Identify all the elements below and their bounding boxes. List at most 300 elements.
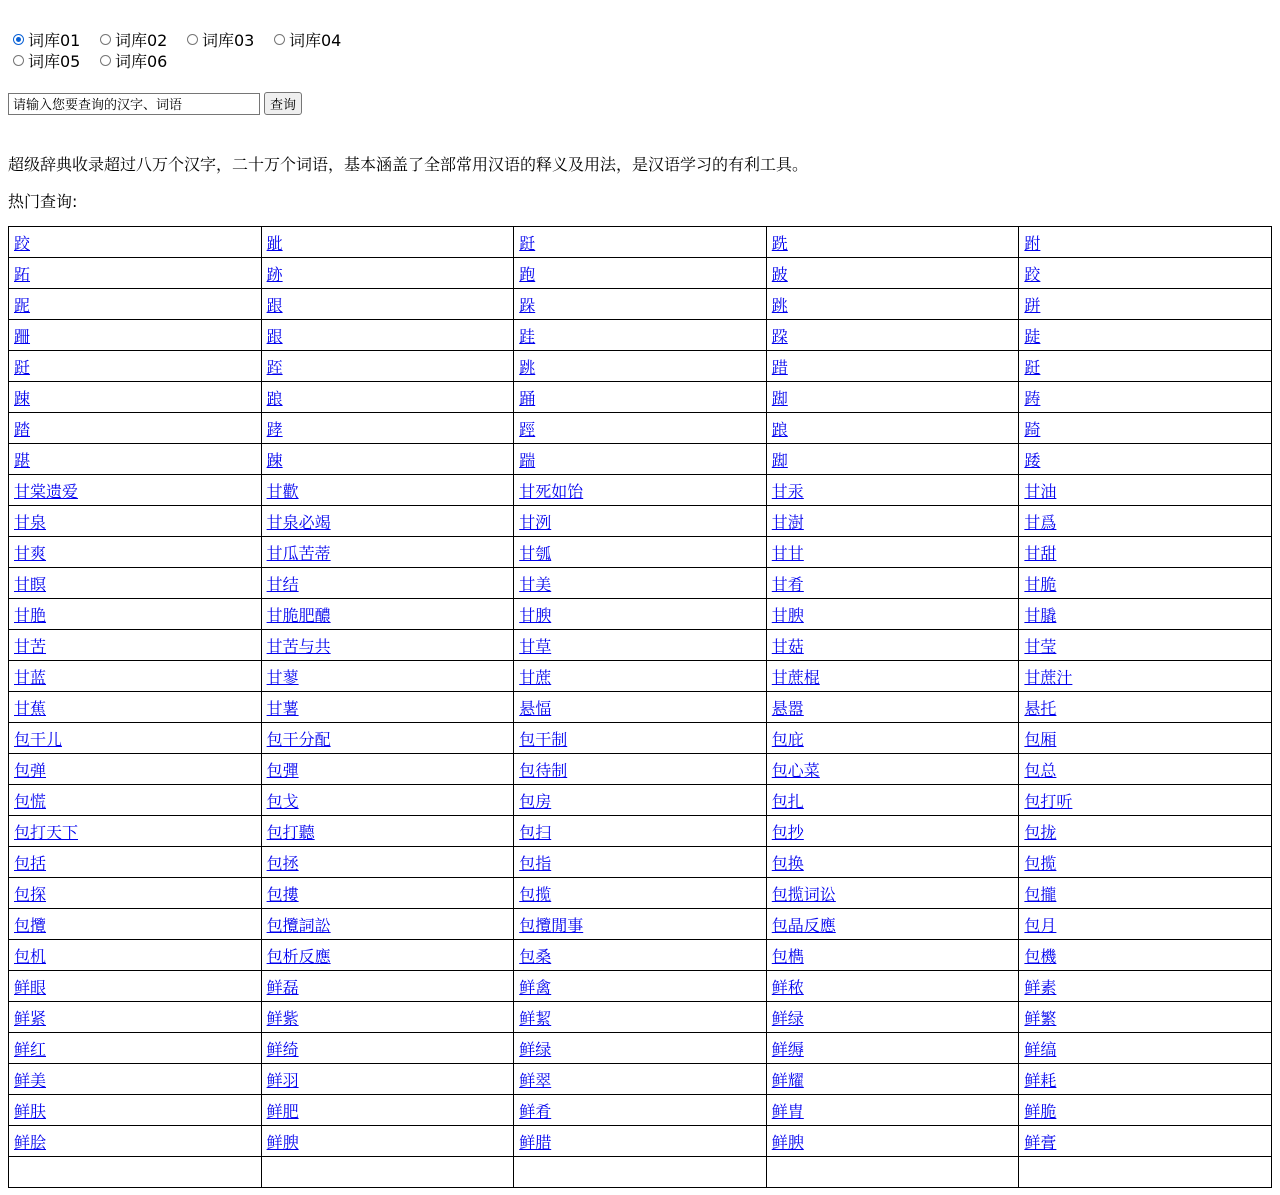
hot-word-link[interactable]: 甘蓼 [266,667,299,687]
table-cell [9,351,262,382]
table-cell [514,1033,767,1064]
hot-word-link[interactable]: 包析反應 [266,946,331,966]
table-cell [1019,1064,1272,1095]
table-cell [9,382,262,413]
hot-word-link[interactable]: 踦 [1024,419,1041,439]
hot-word-link[interactable]: 鲜绮 [266,1039,299,1059]
hot-word-link[interactable]: 包干制 [519,729,568,749]
hot-word-link[interactable]: 鲜眼 [14,977,47,997]
hot-word-link[interactable]: 包揽 [1024,853,1057,873]
hot-word-link[interactable]: 甘美 [519,574,552,594]
hot-word-link[interactable]: 甘蕉 [14,698,47,718]
table-cell [261,475,514,506]
table-cell [514,1157,767,1188]
hot-word-link[interactable]: 跖 [14,264,31,284]
table-cell [9,506,262,537]
hot-word-link[interactable]: 鲜絜 [519,1008,552,1028]
hot-word-link[interactable]: 甘腴 [771,605,804,625]
table-row [9,599,1272,630]
hot-word-link[interactable]: 包攬詞訟 [266,915,331,935]
hot-word-link[interactable]: 跐 [266,233,283,253]
hot-word-link[interactable]: 悬嚣 [771,698,804,718]
table-cell [9,227,262,258]
table-cell [766,227,1019,258]
table-cell [766,444,1019,475]
dict-option-4[interactable] [271,29,358,50]
hot-word-link[interactable]: 甘泉必竭 [266,512,331,532]
hot-word-link[interactable]: 包抄 [771,822,804,842]
hot-word-link[interactable]: 跤 [1024,264,1041,284]
hot-word-link[interactable]: 包打聽 [266,822,315,842]
search-input[interactable] [8,93,260,115]
hot-word-link[interactable]: 包扎 [771,791,804,811]
table-row [9,506,1272,537]
table-cell [514,847,767,878]
table-cell [514,227,767,258]
hot-word-link[interactable]: 包桑 [519,946,552,966]
table-cell [261,1126,514,1157]
table-cell [766,1095,1019,1126]
hot-word-link[interactable]: 鲜紫 [266,1008,299,1028]
table-cell [514,475,767,506]
hot-word-link[interactable]: 跹 [519,233,536,253]
hot-word-link[interactable]: 包干分配 [266,729,331,749]
table-cell [766,1033,1019,1064]
table-row [9,475,1272,506]
hot-word-link[interactable]: 鲜耀 [771,1070,804,1090]
table-cell [261,1002,514,1033]
table-cell [1019,320,1272,351]
table-cell [514,754,767,785]
hot-word-link[interactable]: 跑 [519,264,536,284]
hot-word-link[interactable]: 包月 [1024,915,1057,935]
hot-word-link[interactable]: 包摟 [266,884,299,904]
table-cell [766,692,1019,723]
hot-word-link[interactable]: 甘苦 [14,636,47,656]
table-cell [514,568,767,599]
hot-word-link[interactable]: 鲜素 [1024,977,1057,997]
table-cell [261,413,514,444]
table-cell [261,1095,514,1126]
table-cell [514,537,767,568]
table-cell [514,1064,767,1095]
table-cell [9,847,262,878]
hot-word-link[interactable]: 鲜脍 [14,1132,47,1152]
table-row [9,1002,1272,1033]
hot-word-link[interactable]: 踹 [519,450,536,470]
table-cell [514,785,767,816]
table-cell [261,692,514,723]
hot-word-link[interactable]: 包庇 [771,729,804,749]
table-cell [514,1095,767,1126]
hot-word-link[interactable]: 鲜腴 [771,1132,804,1152]
hot-word-link[interactable]: 鲜美 [14,1070,47,1090]
hot-word-link[interactable]: 包彈 [266,760,299,780]
radio-button[interactable] [100,34,111,45]
table-cell [261,227,514,258]
hot-word-link[interactable]: 包扫 [519,822,552,842]
table-row [9,1095,1272,1126]
table-cell [514,289,767,320]
hot-word-link[interactable]: 包机 [14,946,47,966]
hot-word-link[interactable]: 包拯 [266,853,299,873]
table-cell [9,258,262,289]
table-cell [1019,1126,1272,1157]
table-row [9,661,1272,692]
table-cell [766,382,1019,413]
table-cell [1019,785,1272,816]
hot-word-link[interactable]: 甘洌 [519,512,552,532]
table-cell [9,785,262,816]
hot-word-link[interactable]: 包括 [14,853,47,873]
hot-word-link[interactable]: 鲜腊 [519,1132,552,1152]
hot-word-link[interactable]: 包房 [519,791,552,811]
hot-word-link[interactable]: 包晶反應 [771,915,836,935]
table-cell [514,1126,767,1157]
hot-word-link[interactable]: 甘莹 [1024,636,1057,656]
hot-word-link[interactable]: 包打听 [1024,791,1073,811]
hot-word-link[interactable]: 踈 [14,388,31,408]
table-cell [514,971,767,1002]
hot-word-link[interactable]: 鲜肥 [266,1101,299,1121]
table-cell [1019,599,1272,630]
dict-option-1[interactable] [10,29,97,50]
radio-button[interactable] [13,55,24,66]
hot-word-link[interactable]: 甘汞 [771,481,804,501]
table-cell [1019,661,1272,692]
hot-word-link[interactable]: 甘甜 [1024,543,1057,563]
hot-word-link[interactable]: 包攬閒事 [519,915,584,935]
table-cell [261,971,514,1002]
hot-word-link[interactable]: 包厢 [1024,729,1057,749]
hot-word-link[interactable]: 跟 [266,326,283,346]
hot-word-link[interactable]: 甘膬 [1024,605,1057,625]
table-row [9,754,1272,785]
table-cell [514,661,767,692]
table-cell [766,754,1019,785]
hot-word-link[interactable]: 包干儿 [14,729,63,749]
table-cell [1019,847,1272,878]
table-cell [514,382,767,413]
hot-word-link[interactable]: 跥 [771,326,788,346]
table-cell [9,1157,262,1188]
hot-word-link[interactable]: 鲜耗 [1024,1070,1057,1090]
hot-word-link[interactable]: 悬托 [1024,698,1057,718]
hot-word-link[interactable]: 跹 [1024,357,1041,377]
table-cell [9,878,262,909]
hot-word-link[interactable]: 甘脆 [1024,574,1057,594]
table-cell [514,444,767,475]
hot-word-link[interactable]: 鲜缟 [1024,1039,1057,1059]
hot-word-link[interactable]: 甘瓠 [519,543,552,563]
radio-button[interactable] [13,34,24,45]
table-row [9,630,1272,661]
radio-button[interactable] [100,55,111,66]
hot-word-link[interactable]: 甘棠遗爱 [14,481,79,501]
dict-option-6[interactable] [97,50,184,71]
table-cell [261,320,514,351]
table-cell [1019,444,1272,475]
hot-word-link[interactable]: 跡 [266,264,283,284]
hot-word-link[interactable]: 鲜繁 [1024,1008,1057,1028]
table-cell [261,1064,514,1095]
table-cell [261,289,514,320]
table-row [9,227,1272,258]
radio-button[interactable] [274,34,285,45]
hot-word-link[interactable]: 包心菜 [771,760,820,780]
table-cell [514,723,767,754]
hot-word-link[interactable]: 甘爲 [1024,512,1057,532]
hot-word-link[interactable]: 包慌 [14,791,47,811]
hot-word-link[interactable]: 踏 [14,419,31,439]
table-cell [1019,1033,1272,1064]
hot-word-link[interactable]: 包换 [771,853,804,873]
table-row [9,351,1272,382]
hot-word-link[interactable]: 跣 [771,233,788,253]
search-button[interactable]: 查询 [264,92,302,115]
dict-option-5[interactable] [10,50,97,71]
hot-word-link[interactable]: 鲜肤 [14,1101,47,1121]
hot-word-link[interactable]: 鲜缛 [771,1039,804,1059]
hot-word-link[interactable]: 甘腴 [519,605,552,625]
hot-word-link[interactable]: 鲜羽 [266,1070,299,1090]
search-bar [8,92,302,115]
hot-word-link[interactable]: 跟 [266,295,283,315]
hot-word-link[interactable]: 跳 [771,295,788,315]
hot-word-link[interactable]: 跮 [266,357,283,377]
hot-word-link[interactable]: 鲜绿 [771,1008,804,1028]
table-cell [9,661,262,692]
table-cell [261,568,514,599]
table-cell [261,909,514,940]
hot-word-link[interactable]: 跬 [519,326,536,346]
table-cell [9,444,262,475]
hot-word-link[interactable]: 甘澍 [771,512,804,532]
hot-word-link[interactable]: 甘菇 [771,636,804,656]
hot-word-link[interactable]: 包揽 [519,884,552,904]
table-cell [9,1033,262,1064]
radio-label: 词库01 [28,31,81,50]
hot-word-link[interactable]: 踉 [266,388,283,408]
table-row [9,785,1272,816]
hot-word-link[interactable]: 踁 [519,419,536,439]
table-cell [261,506,514,537]
hot-word-link[interactable]: 包揽词讼 [771,884,836,904]
hot-word-link[interactable]: 甘脆肥醲 [266,605,331,625]
radio-row [10,29,410,50]
hot-word-link[interactable]: 包指 [519,853,552,873]
hot-word-link[interactable]: 踈 [266,450,283,470]
hot-word-link[interactable]: 跿 [1024,326,1041,346]
table-cell [766,599,1019,630]
table-cell [514,258,767,289]
table-cell [261,754,514,785]
table-cell [9,971,262,1002]
hot-word-link[interactable]: 跚 [14,326,31,346]
table-cell [766,568,1019,599]
table-cell [514,599,767,630]
hot-word-link[interactable]: 踸 [14,450,31,470]
hot-word-link[interactable]: 鲜脆 [1024,1101,1057,1121]
table-cell [766,351,1019,382]
table-cell [514,320,767,351]
hot-word-link[interactable]: 踊 [519,388,536,408]
table-row [9,878,1272,909]
hot-word-link[interactable]: 包拢 [1024,822,1057,842]
table-cell [766,413,1019,444]
table-cell [766,909,1019,940]
table-cell [514,1002,767,1033]
table-cell [1019,258,1272,289]
table-cell [1019,692,1272,723]
hot-word-link[interactable]: 鲜肴 [519,1101,552,1121]
table-cell [766,878,1019,909]
dict-option-2[interactable] [97,29,184,50]
hot-word-link[interactable]: 跹 [14,357,31,377]
table-row [9,289,1272,320]
hot-word-link[interactable]: 踋 [771,450,788,470]
hot-word-link[interactable]: 包总 [1024,760,1057,780]
table-cell [1019,816,1272,847]
hot-word-link[interactable]: 踍 [266,419,283,439]
table-cell [514,413,767,444]
table-cell [766,630,1019,661]
radio-row [10,50,410,71]
hot-word-link[interactable]: 甘蓝 [14,667,47,687]
hot-word-link[interactable]: 踌 [1024,388,1041,408]
table-cell [1019,1157,1272,1188]
table-cell [1019,475,1272,506]
hot-word-link[interactable]: 甘肴 [771,574,804,594]
table-row [9,971,1272,1002]
table-row [9,909,1272,940]
table-cell [514,816,767,847]
table-cell [514,940,767,971]
hot-word-link[interactable]: 包打天下 [14,822,79,842]
table-cell [9,909,262,940]
table-row [9,692,1272,723]
table-cell [261,351,514,382]
hot-word-link[interactable]: 甘爽 [14,543,47,563]
hot-word-link[interactable]: 甘蔗棍 [771,667,820,687]
dict-option-3[interactable] [184,29,271,50]
table-cell [1019,413,1272,444]
table-cell [261,723,514,754]
hot-word-link[interactable]: 甘薯 [266,698,299,718]
table-cell [261,878,514,909]
hot-word-link[interactable]: 跛 [771,264,788,284]
table-cell [261,630,514,661]
table-cell [9,1126,262,1157]
hot-word-link[interactable]: 甘瞑 [14,574,47,594]
hot-word-link[interactable]: 甘油 [1024,481,1057,501]
hot-words-table [8,226,1272,1188]
hot-word-link[interactable]: 甘泉 [14,512,47,532]
table-row [9,382,1272,413]
hot-word-link[interactable]: 跤 [14,233,31,253]
hot-word-link[interactable]: 鲜翠 [519,1070,552,1090]
hot-word-link[interactable]: 跰 [1024,295,1041,315]
hot-word-link[interactable]: 包檇 [771,946,804,966]
hot-word-link[interactable]: 甘歡 [266,481,299,501]
radio-label: 词库03 [202,31,255,50]
hot-word-link[interactable]: 踖 [771,357,788,377]
table-cell [9,537,262,568]
hot-word-link[interactable]: 踋 [771,388,788,408]
hot-word-link[interactable]: 跳 [519,357,536,377]
hot-word-link[interactable]: 包機 [1024,946,1057,966]
hot-word-link[interactable]: 包戈 [266,791,299,811]
table-cell [1019,630,1272,661]
hot-word-link[interactable]: 鲜红 [14,1039,47,1059]
table-cell [766,1157,1019,1188]
hot-word-link[interactable]: 甘瓜苦蒂 [266,543,331,563]
table-row [9,1126,1272,1157]
hot-word-link[interactable]: 跜 [14,295,31,315]
hot-word-link[interactable]: 甘蔗汁 [1024,667,1073,687]
hot-word-link[interactable]: 甘蔗 [519,667,552,687]
hot-word-link[interactable]: 鲜紧 [14,1008,47,1028]
hot-word-link[interactable]: 甘苦与共 [266,636,331,656]
hot-word-link[interactable]: 甘草 [519,636,552,656]
dictionary-selector [10,29,410,71]
hot-word-link[interactable]: 鲜绿 [519,1039,552,1059]
hot-word-link[interactable]: 包弹 [14,760,47,780]
table-cell [1019,1095,1272,1126]
hot-word-link[interactable]: 鲜禽 [519,977,552,997]
radio-button[interactable] [187,34,198,45]
table-row [9,320,1272,351]
table-cell [1019,351,1272,382]
table-cell [9,630,262,661]
hot-word-link[interactable]: 悬愊 [519,698,552,718]
hot-word-link[interactable]: 鲜秾 [771,977,804,997]
table-cell [261,599,514,630]
hot-word-link[interactable]: 踒 [1024,450,1041,470]
hot-word-link[interactable]: 甘脃 [14,605,47,625]
table-cell [514,878,767,909]
hot-word-link[interactable]: 鲜腴 [266,1132,299,1152]
hot-word-link[interactable]: 包攬 [14,915,47,935]
radio-label: 词库04 [289,31,342,50]
table-cell [1019,723,1272,754]
hot-word-link[interactable]: 甘死如饴 [519,481,584,501]
hot-word-link[interactable]: 鲜胄 [771,1101,804,1121]
hot-word-link[interactable]: 踉 [771,419,788,439]
hot-word-link[interactable]: 鲜膏 [1024,1132,1057,1152]
hot-word-link[interactable]: 鲜磊 [266,977,299,997]
table-cell [766,258,1019,289]
table-cell [261,537,514,568]
radio-label: 词库06 [115,52,168,71]
table-cell [1019,878,1272,909]
table-cell [766,661,1019,692]
hot-word-link[interactable]: 包待制 [519,760,568,780]
table-cell [261,382,514,413]
table-cell [9,413,262,444]
table-cell [9,692,262,723]
hot-word-link[interactable]: 甘结 [266,574,299,594]
hot-word-link[interactable]: 跗 [1024,233,1041,253]
table-cell [9,723,262,754]
table-cell [1019,289,1272,320]
hot-word-link[interactable]: 跺 [519,295,536,315]
table-cell [1019,506,1272,537]
hot-word-link[interactable]: 包探 [14,884,47,904]
hot-word-link[interactable]: 甘甘 [771,543,804,563]
table-row [9,1033,1272,1064]
hot-word-link[interactable]: 包攏 [1024,884,1057,904]
